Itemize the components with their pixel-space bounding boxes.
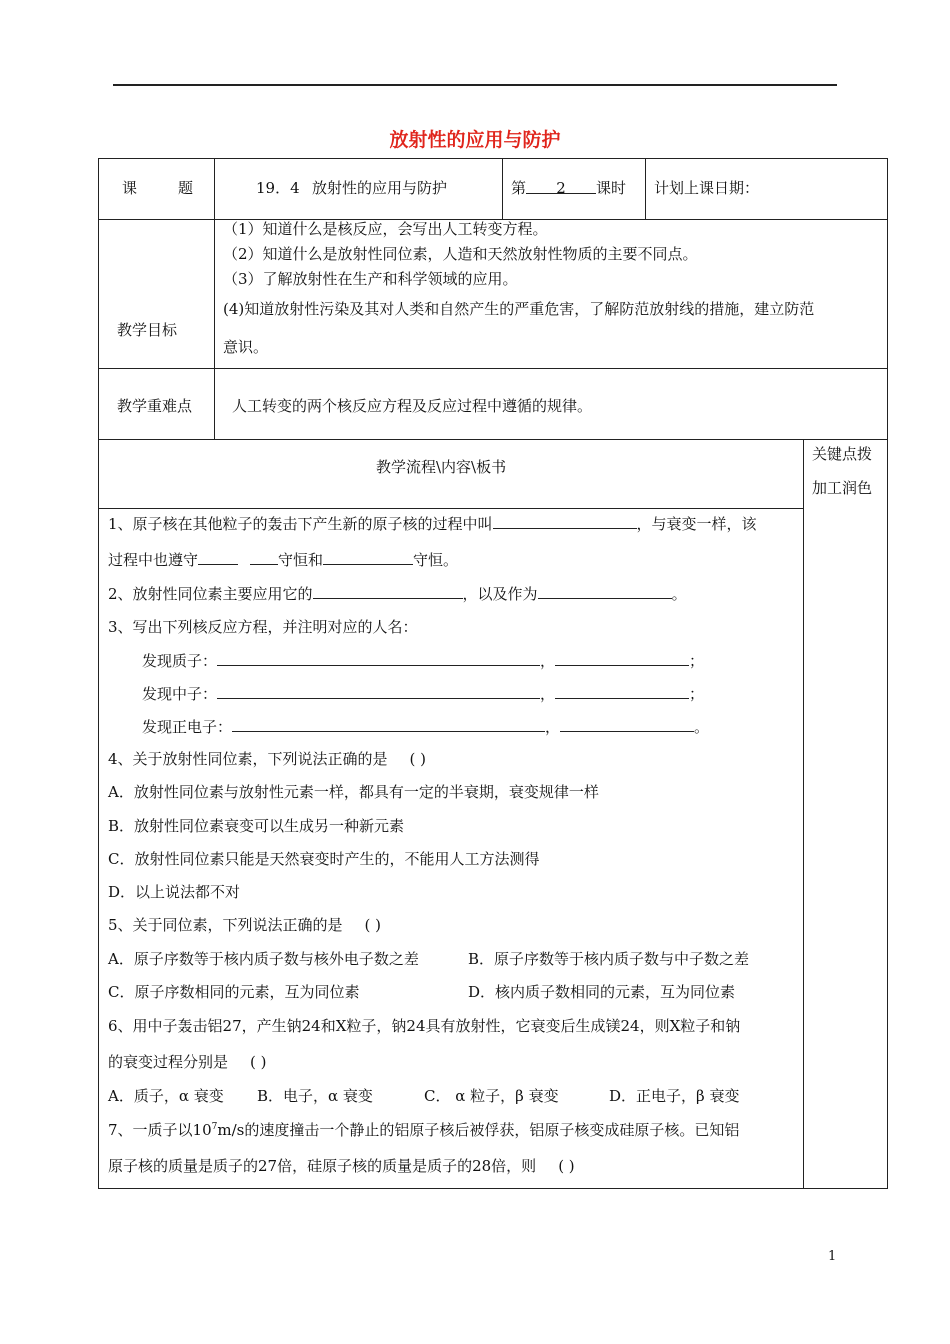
question-7-line-1: 7、一质子以$10^7m/s$的速度撞击一个静止的铝原子核后被俘获，铝原子核变成硅原子核。已知铝 <box>108 1121 740 1139</box>
question-5-option-d: D．核内质子数相同的元素，互为同位素 <box>468 983 736 1001</box>
question-1-line-2: 过程中也遵守 守恒和 守恒。 <box>108 551 459 569</box>
header-rule <box>113 84 837 86</box>
lesson-prefix: 第 <box>511 179 527 197</box>
topic-name: 放射性的应用与防护 <box>312 179 448 197</box>
question-6-line-2: 的衰变过程分别是 ( ) <box>108 1053 267 1071</box>
col-divider <box>645 158 646 220</box>
question-6-option-d: D．正电子，β 衰变 <box>609 1087 740 1105</box>
page-title: 放射性的应用与防护 <box>389 129 561 151</box>
question-1-line-1: 1、原子核在其他粒子的轰击下产生新的原子核的过程中叫 ，与衰变一样，该 <box>108 515 757 533</box>
answer-blank <box>217 650 540 666</box>
goal-item: （3）了解放射性在生产和科学领域的应用。 <box>223 270 518 288</box>
question-4-option-d: D．以上说法都不对 <box>108 883 241 901</box>
answer-blank <box>555 650 689 666</box>
row-divider <box>98 368 888 369</box>
lesson-count <box>511 178 626 198</box>
key-points-label: 加工润色 <box>812 479 873 497</box>
question-5-option-a: A．原子序数等于核内质子数与核外电子数之差 <box>108 950 419 968</box>
answer-blank <box>313 583 463 599</box>
col-divider <box>803 439 804 1189</box>
plan-date-label: 计划上课日期： <box>654 179 760 197</box>
topic-label-b: 题 <box>178 179 194 197</box>
question-4-option-b: B．放射性同位素衰变可以生成另一种新元素 <box>108 817 405 835</box>
goal-item: 意识。 <box>223 338 269 356</box>
question-5: 5、关于同位素，下列说法正确的是 ( ) <box>108 916 382 934</box>
col-divider <box>502 158 503 220</box>
question-6-option-c: C． α 粒子，β 衰变 <box>424 1087 559 1105</box>
topic-number: 19．4 <box>256 179 300 197</box>
answer-blank <box>232 716 545 732</box>
question-2: 2、放射性同位素主要应用它的 ，以及作为 。 <box>108 585 687 603</box>
goal-item: （2）知道什么是放射性同位素，人造和天然放射性物质的主要不同点。 <box>223 245 698 263</box>
answer-blank <box>560 716 694 732</box>
question-6-option-a: A．质子，α 衰变 <box>108 1087 224 1105</box>
question-5-option-b: B．原子序数等于核内质子数与中子数之差 <box>468 950 750 968</box>
question-3-proton: 发现质子： ， ； <box>142 652 705 670</box>
question-3: 3、写出下列核反应方程，并注明对应的人名： <box>108 618 418 636</box>
question-4-option-a: A．放射性同位素与放射性元素一样，都具有一定的半衰期，衰变规律一样 <box>108 783 599 801</box>
goals-label: 教学目标 <box>117 321 178 339</box>
question-4: 4、关于放射性同位素，下列说法正确的是 ( ) <box>108 750 427 768</box>
col-divider <box>214 158 215 440</box>
answer-blank <box>538 583 672 599</box>
answer-blank <box>493 513 637 529</box>
question-5-option-c: C．原子序数相同的元素，互为同位素 <box>108 983 360 1001</box>
question-6-option-b: B．电子，α 衰变 <box>257 1087 373 1105</box>
answer-blank <box>555 683 689 699</box>
answer-blank <box>217 683 540 699</box>
goal-item: (4)知道放射性污染及其对人类和自然产生的严重危害，了解防范放射线的措施，建立防范 <box>223 300 815 318</box>
answer-blank <box>323 549 413 565</box>
question-7-line-2: 原子核的质量是质子的27倍，硅原子核的质量是质子的28倍，则 ( ) <box>108 1157 575 1175</box>
question-3-neutron: 发现中子： ， ； <box>142 685 705 703</box>
flow-header-label: 教学流程\内容\板书 <box>376 458 507 476</box>
goal-item: （1）知道什么是核反应，会写出人工转变方程。 <box>223 220 548 238</box>
row-divider <box>98 439 888 440</box>
lesson-suffix: 课时 <box>596 179 627 197</box>
answer-blank <box>250 549 278 565</box>
lesson-number: 2 <box>526 178 596 194</box>
topic-label-a: 课 <box>122 179 138 197</box>
key-points-label: 关键点拨 <box>812 445 873 463</box>
question-3-positron: 发现正电子： ， 。 <box>142 718 710 736</box>
question-6-line-1: 6、用中子轰击铝27，产生钠24和X粒子，钠24具有放射性，它衰变后生成镁24，则X粒子和钠 <box>108 1017 741 1035</box>
question-4-option-c: C．放射性同位素只能是天然衰变时产生的，不能用人工方法测得 <box>108 850 540 868</box>
difficulty-text: 人工转变的两个核反应方程及反应过程中遵循的规律。 <box>232 397 593 415</box>
difficulty-label: 教学重难点 <box>117 397 193 415</box>
page-number: 1 <box>828 1249 837 1264</box>
answer-blank <box>198 549 238 565</box>
row-divider <box>98 508 803 509</box>
